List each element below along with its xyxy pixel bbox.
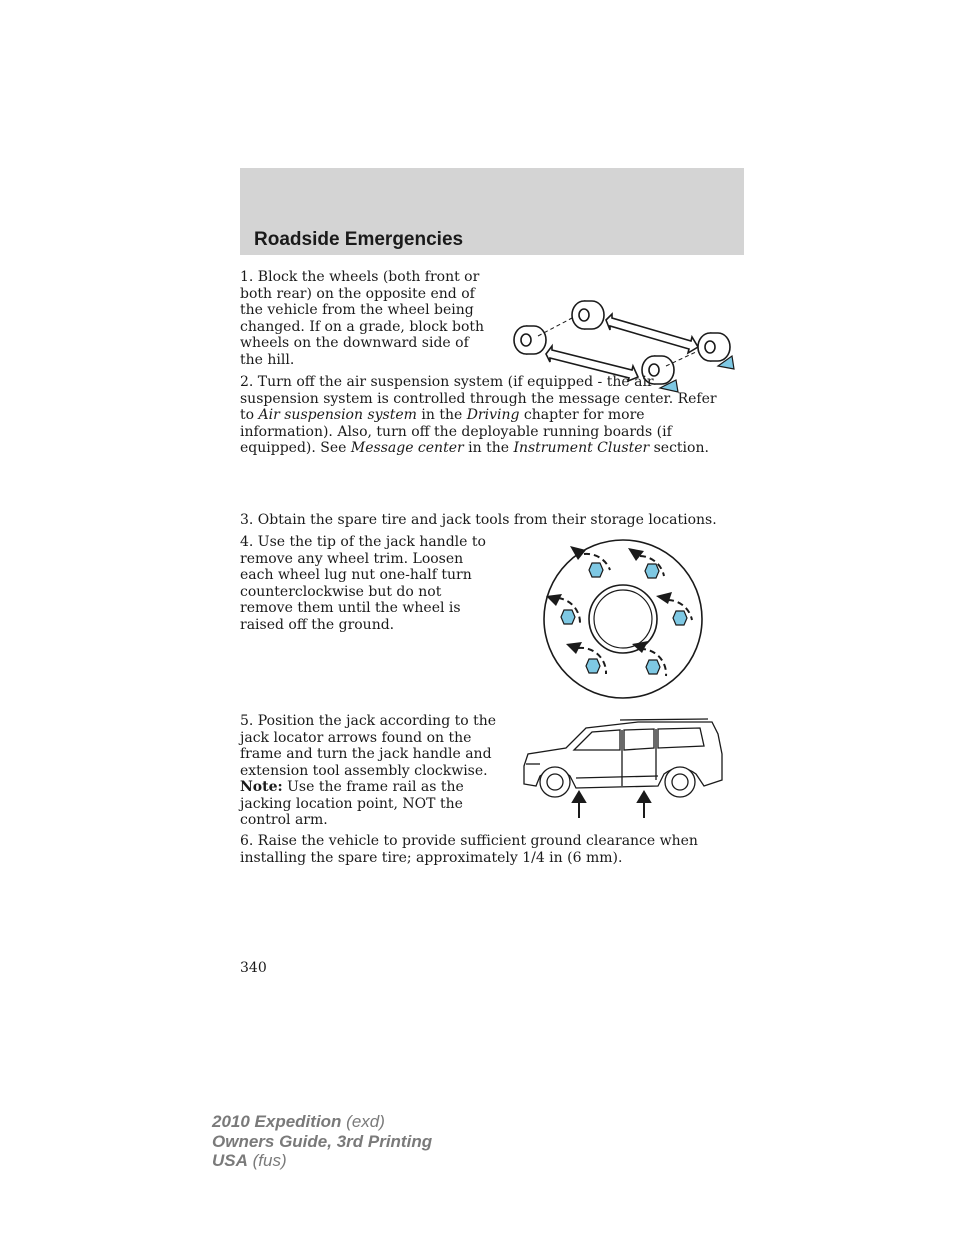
footer-model: 2010 Expedition xyxy=(212,1112,342,1131)
ref-air-suspension: Air suspension system xyxy=(258,407,417,423)
footer-line-1 xyxy=(212,1112,432,1132)
step-5-body: 5. Position the jack according to the jack locator arrows found on the frame and turn the jack handle and extension tool assembly clockwise. xyxy=(240,713,497,779)
footer-line-2 xyxy=(212,1132,432,1152)
lug-nut-wheel-illustration xyxy=(540,536,706,702)
step-2-part-b: in the xyxy=(416,407,467,423)
step-6-text xyxy=(240,833,720,866)
footer xyxy=(212,1112,432,1171)
footer-market-code: (fus) xyxy=(247,1151,287,1170)
footer-guide: Owners Guide, 3rd Printing xyxy=(212,1131,433,1151)
step-2-part-e: section. xyxy=(649,440,709,456)
step-2-part-a: 2. Turn off the air suspension system (if equipped - the air suspension system is controlled through the message center. Refer to xyxy=(240,374,717,423)
step-5-text xyxy=(240,713,498,829)
step-5-note: Use the frame rail as the jacking location point, NOT the control arm. xyxy=(240,779,464,828)
step-3-body: 3. Obtain the spare tire and jack tools from their storage locations. xyxy=(240,512,717,528)
footer-model-code: (exd) xyxy=(341,1112,385,1131)
step-4-body: 4. Use the tip of the jack handle to remove any wheel trim. Loosen each wheel lug nut one-half turn counterclockwise but do not remove them until the wheel is raised off the ground. xyxy=(240,534,486,633)
ref-message-center: Message center xyxy=(350,440,464,456)
section-header xyxy=(240,168,744,255)
step-2-part-c: chapter for more information). Also, turn off the deployable running boards (if equipped). See xyxy=(240,407,672,456)
ref-instrument-cluster: Instrument Cluster xyxy=(513,440,650,456)
note-label: Note: xyxy=(240,779,283,795)
step-2-part-d: in the xyxy=(463,440,514,456)
page-number: 340 xyxy=(240,960,267,976)
section-title: Roadside Emergencies xyxy=(254,229,464,250)
step-1-body: 1. Block the wheels (both front or both rear) on the opposite end of the vehicle from the wheel being changed. If on a grade, block both wheels on the downward side of the hill. xyxy=(240,269,485,368)
footer-market: USA xyxy=(212,1151,248,1170)
step-4-text xyxy=(240,534,498,633)
ref-driving: Driving xyxy=(466,407,520,423)
step-6-body: 6. Raise the vehicle to provide sufficient ground clearance when installing the spare tire; approximately 1/4 in (6 mm). xyxy=(240,833,698,866)
step-2-text xyxy=(240,374,720,457)
footer-line-3 xyxy=(212,1151,432,1171)
step-1-text xyxy=(240,269,490,368)
vehicle-jack-points-illustration xyxy=(518,714,726,824)
step-3-text xyxy=(240,512,740,529)
